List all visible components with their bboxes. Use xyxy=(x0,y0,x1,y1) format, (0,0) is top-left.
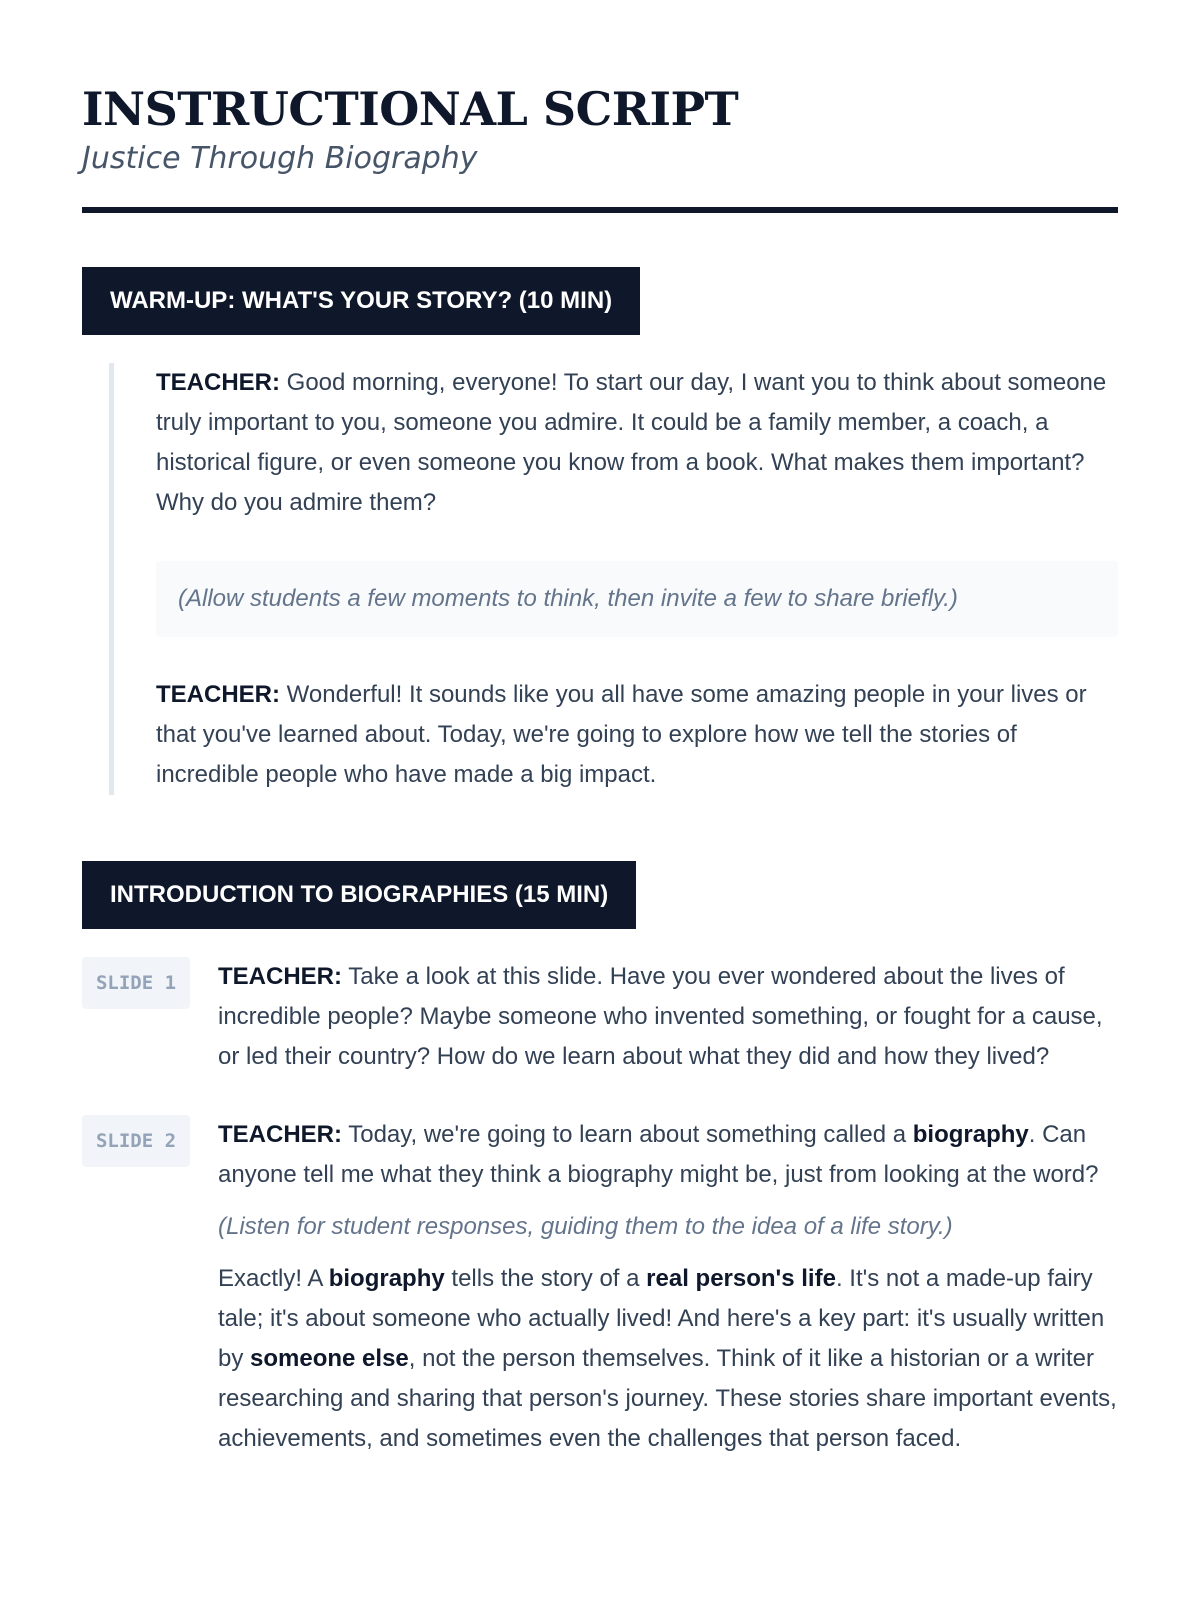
teacher-line xyxy=(156,363,1118,523)
teacher-line xyxy=(156,675,1118,795)
slide-row-2 xyxy=(82,1115,1118,1459)
teacher-line xyxy=(218,1115,1118,1195)
key-term: someone else xyxy=(250,1345,409,1373)
intro-section xyxy=(82,861,1118,1459)
slide-body xyxy=(218,1115,1118,1459)
stage-direction: (Listen for student responses, guiding them to the idea of a life story.) xyxy=(218,1213,953,1241)
teacher-line xyxy=(218,957,1118,1077)
page-subtitle: Justice Through Biography xyxy=(82,141,478,177)
speaker-label: TEACHER: xyxy=(156,681,280,709)
text-run: Today, we're going to learn about something called a xyxy=(342,1121,913,1149)
speaker-label: TEACHER: xyxy=(218,963,342,991)
teacher-line xyxy=(218,1259,1118,1459)
teacher-line-text: Take a look at this slide. Have you ever wondered about the lives of incredible people? Maybe someone who invented something, or fought for a cause, or led their country? How do we learn about what they did and how they lived? xyxy=(218,963,1103,1071)
teacher-line-text: Wonderful! It sounds like you all have some amazing people in your lives or that you've learned about. Today, we're going to explore how we tell the stories of incredible people who have made a big impact. xyxy=(156,681,1087,789)
warmup-dialogue xyxy=(109,363,1118,795)
key-term: biography xyxy=(328,1265,445,1293)
section-heading-warmup: WARM-UP: WHAT'S YOUR STORY? (10 MIN) xyxy=(82,267,640,335)
key-term: biography xyxy=(912,1121,1029,1149)
speaker-label: TEACHER: xyxy=(156,369,280,397)
teacher-line-text: Good morning, everyone! To start our day, I want you to think about someone truly important to you, someone you admire. It could be a family member, a coach, a historical figure, or even someone you know from a book. What makes them important? Why do you admire them? xyxy=(156,369,1107,517)
text-run: Exactly! A xyxy=(218,1265,329,1293)
slide-row-1 xyxy=(82,957,1118,1077)
text-run: . It's not a made-up fairy tale; it's about someone who actually lived! And here's a key part: it's usually written by xyxy=(218,1265,1105,1373)
stage-direction: (Allow students a few moments to think, then invite a few to share briefly.) xyxy=(156,561,1118,637)
page-title: INSTRUCTIONAL SCRIPT xyxy=(82,82,739,136)
slide-tag: SLIDE 1 xyxy=(82,957,190,1009)
slide-body xyxy=(218,957,1118,1077)
key-term: real person's life xyxy=(646,1265,836,1293)
text-run: . Can anyone tell me what they think a biography might be, just from looking at the word? xyxy=(218,1121,1099,1189)
title-divider xyxy=(82,207,1118,213)
text-run: tells the story of a xyxy=(444,1265,647,1293)
speaker-label: TEACHER: xyxy=(218,1121,342,1149)
text-run: , not the person themselves. Think of it like a historian or a writer researching and sharing that person's journey. These stories share important events, achievements, and sometimes even the challenges that person faced. xyxy=(218,1345,1117,1453)
slide-tag: SLIDE 2 xyxy=(82,1115,190,1167)
warmup-section xyxy=(82,267,1118,795)
section-heading-intro: INTRODUCTION TO BIOGRAPHIES (15 MIN) xyxy=(82,861,636,929)
